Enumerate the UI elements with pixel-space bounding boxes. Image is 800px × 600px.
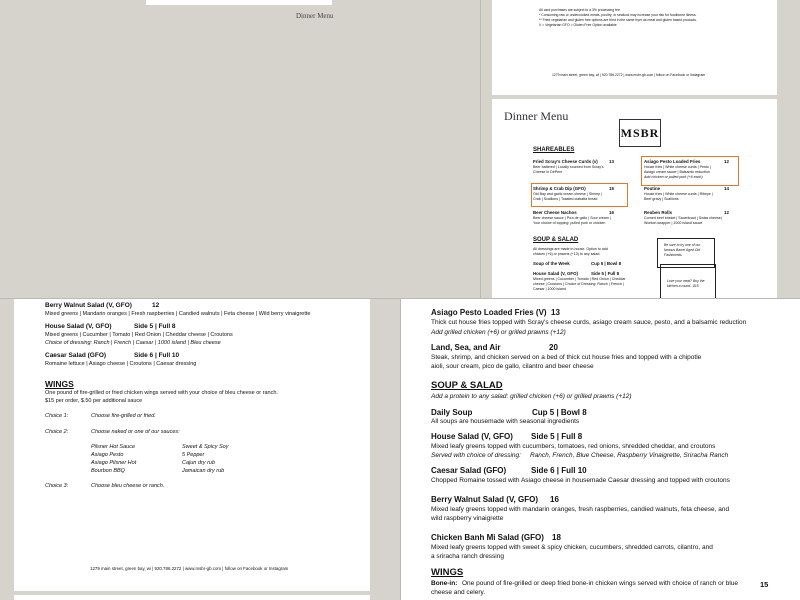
side-callout-box: Love your meal? Buy the kitchen a round...$15 xyxy=(660,264,716,298)
tile-top-right[interactable] xyxy=(481,0,800,298)
section-wings: WINGS xyxy=(431,567,464,578)
wings-desc: cheese and celery. xyxy=(431,589,486,596)
menu-item-name: House Salad (V, GFO) xyxy=(45,323,112,330)
tile-bottom-left[interactable] xyxy=(0,299,400,600)
menu-item-name: Land, Sea, and Air xyxy=(431,343,501,352)
menu-item-price: 12 xyxy=(724,210,729,215)
tile-separator xyxy=(480,0,481,299)
menu-item-dressing: Ranch, French, Blue Cheese, Raspberry Vinaigrette, Sriracha Ranch xyxy=(530,452,729,459)
menu-item-price: 18 xyxy=(552,533,561,542)
menu-item-price: 15 xyxy=(609,186,614,191)
menu-item-price: 13 xyxy=(551,308,560,317)
menu-item-name: Asiago Pesto Loaded Fries (V) xyxy=(431,308,547,317)
note-line: ** Fried vegetarian and gluten free options are fried in the same fryer as meat and gluten based products. xyxy=(539,18,697,22)
sauce-option: Cajun dry rub xyxy=(182,460,216,466)
choice-text: Choose naked or one of our sauces: xyxy=(91,429,180,435)
section-shareables: SHAREABLES xyxy=(533,147,575,153)
menu-item-desc: All soups are housemade with seasonal ingredients xyxy=(431,418,580,425)
menu-item-price: Side 5 | Full 8 xyxy=(134,323,176,330)
menu-item-name: Beer Cheese Nachos xyxy=(533,210,577,215)
menu-item-price: Cup 5 | Bowl 8 xyxy=(591,261,622,266)
menu-item-name: Asiago Pesto Loaded Fries xyxy=(644,159,701,164)
note-line: V = Vegetarian GFO = Gluten Free Option available xyxy=(539,23,617,27)
menu-item-name: Berry Walnut Salad (V, GFO) xyxy=(45,302,132,309)
menu-item-price: 20 xyxy=(549,343,558,352)
sauce-option: Asiago Pilsner Hot xyxy=(91,460,137,466)
menu-page-dinner xyxy=(492,99,777,298)
sauce-option: 5 Pepper xyxy=(182,452,205,458)
menu-item-price: Side 5 | Full 8 xyxy=(531,432,583,441)
menu-item-desc: Mixed greens | Cucumber | Tomato | Red Onion | Cheddar cheese | Croutons xyxy=(45,332,233,338)
menu-item-desc: aioli, sour cream, pico de gallo, cilantro and beer cheese xyxy=(431,363,594,370)
menu-item-name: Chicken Banh Mi Salad (GFO) xyxy=(431,533,544,542)
menu-item-desc: Thick cut house fries topped with Scray's cheese curds, asiago cream sauce, pesto, and a balsamic reduction xyxy=(431,319,747,326)
section-soup-salad: SOUP & SALAD xyxy=(533,237,579,243)
menu-item-name: Reuben Rolls xyxy=(644,210,673,215)
tile-separator xyxy=(0,298,800,299)
page-bottom-edge xyxy=(146,0,332,5)
menu-item-price: Side 6 | Full 10 xyxy=(531,466,587,475)
wings-price: 15 xyxy=(760,580,769,589)
menu-item-desc: Caesar | 1000 island xyxy=(533,287,566,291)
address-footer: 1279 main street, green bay, wi | 920.786.2272 | www.msbr-gb.com | follow on Facebook or Instagram xyxy=(90,566,289,571)
choice-label: Choice 1: xyxy=(45,413,69,419)
menu-item-name: House Salad (V, GFO) xyxy=(431,432,513,441)
menu-item-price: 14 xyxy=(724,186,729,191)
menu-item-desc: Asiago cream sauce | Balsamic reduction xyxy=(644,170,710,174)
tile-bottom-right[interactable] xyxy=(401,299,800,600)
note-line: * Consuming raw or undercooked meats, poultry, or seafood may increase your risk for foodborne illness. xyxy=(539,13,697,17)
wings-desc: One pound of fire-grilled or fried chicken wings served with your choice of bleu cheese or ranch. xyxy=(45,390,278,396)
address-footer: 1279 main street, green bay, wi | 920.786.2272 | www.msbr-gb.com | follow on Facebook or Instagram xyxy=(552,73,706,77)
sauce-option: Jamaican dry rub xyxy=(182,468,225,474)
menu-item-desc: House fries | White cheese curds | Pesto | xyxy=(644,165,711,169)
menu-item-price: 12 xyxy=(724,159,729,164)
menu-item-price: 13 xyxy=(609,159,614,164)
menu-item-price: Side 6 | Full 10 xyxy=(134,352,180,359)
choice-label: Choice 3: xyxy=(45,483,69,489)
menu-item-price: Side 5 | Full 8 xyxy=(591,271,620,276)
menu-item-desc: wild raspberry vinaigrette xyxy=(431,515,504,522)
menu-item-dressing-label: Served with choice of dressing: xyxy=(431,452,521,459)
menu-item-price: 12 xyxy=(152,302,160,309)
menu-item-desc: Wonton-wrapper | 1000 island sauce xyxy=(644,221,703,225)
menu-item-price: 16 xyxy=(609,210,614,215)
wings-desc: One pound of fire-grilled or deep fried bone-in chicken wings served with choice of ranch or blue xyxy=(462,580,739,587)
sauce-option: Asiago Pesto xyxy=(91,452,124,458)
menu-item-price: Cup 5 | Bowl 8 xyxy=(532,408,587,417)
menu-item-desc: Mixed leafy greens topped with cucumbers, tomatoes, red onions, shredded cheddar, and croutons xyxy=(431,443,716,450)
menu-item-name: Berry Walnut Salad (V, GFO) xyxy=(431,495,538,504)
menu-item-desc: Romaine lettuce | Asiago cheese | Croutons | Caesar dressing xyxy=(45,361,197,367)
menu-item-desc: Steak, shrimp, and chicken served on a bed of thick cut house fries and topped with a chipotle xyxy=(431,354,702,361)
sauce-option: Pilsner Hot Sauce xyxy=(91,444,136,450)
tile-top-left[interactable] xyxy=(0,0,480,298)
menu-item-desc: Cheese in DePere xyxy=(533,170,563,174)
soup-note: Add a protein to any salad: grilled chicken (+6) or grilled prawns (+12) xyxy=(431,393,632,400)
menu-item-name: House Salad (V, GFO) xyxy=(533,271,578,276)
menu-item-desc: Beer cheese sauce | Pico de gallo | Sour cream | xyxy=(533,216,611,220)
menu-page-upper xyxy=(492,0,777,95)
page-footer-label: Dinner Menu xyxy=(296,12,334,20)
choice-text: Choose fire-grilled or fried. xyxy=(91,413,156,419)
menu-item-desc: a sriracha ranch dressing xyxy=(431,553,504,560)
menu-page-salads-wings xyxy=(14,299,370,591)
menu-item-desc: Mixed leafy greens topped with sweet & spicy chicken, cucumbers, shredded carrots, cilantro, and xyxy=(431,544,713,551)
tile-separator xyxy=(400,299,401,600)
menu-item-desc: Mixed greens | Mandarin oranges | Fresh raspberries | Candied walnuts | Feta cheese | Wild berry vinaigrette xyxy=(45,311,311,317)
menu-item-name: Caesar Salad (GFO) xyxy=(431,466,507,475)
choice-text: Choose bleu cheese or ranch. xyxy=(91,483,165,489)
menu-item-price: 16 xyxy=(550,495,559,504)
note-line: All card purchases are subject to a 3% processing fee. xyxy=(539,8,621,12)
menu-item-desc: Beer battered | Locally sourced from Scray's xyxy=(533,165,604,169)
sauce-option: Sweet & Spicy Soy xyxy=(182,444,229,450)
menu-item-desc: Choice of dressing: Ranch | French | Caesar | 1000 island | Bleu cheese xyxy=(45,340,221,346)
section-soup-salad: SOUP & SALAD xyxy=(431,380,503,391)
menu-item-desc: cheese | Croutons | Choice of Dressing: Ranch | French | xyxy=(533,282,624,286)
section-wings: WINGS xyxy=(45,379,74,389)
menu-item-desc: Add chicken or pulled pork (+6 each) xyxy=(644,175,703,179)
menu-item-add: Add grilled chicken (+6) or grilled prawns (+12) xyxy=(431,329,566,336)
menu-item-name: Shrimp & Crab Dip (GFO) xyxy=(533,186,586,191)
msbr-logo: MSBR xyxy=(619,119,661,147)
menu-item-desc: Mixed greens | Cucumber | Tomato | Red Onion | Cheddar xyxy=(533,277,626,281)
wings-bone-in-label: Bone-in: xyxy=(431,580,458,587)
menu-item-desc: House fries | White cheese curds | Ribeye | xyxy=(644,192,713,196)
next-page-top xyxy=(14,595,370,600)
soup-note: chicken (+6) or prawns (+10) to any salad. xyxy=(533,252,601,256)
sauce-option: Bourbon BBQ xyxy=(91,468,125,474)
wings-desc: $15 per order, $.50 per additional sauce xyxy=(45,398,143,404)
menu-item-desc: Corned beef brisket | Sauerkraut | Swiss cheese| xyxy=(644,216,722,220)
side-callout-box: Be sure to try one of our famous Barrel Aged Old Fashioneds. xyxy=(657,238,715,268)
soup-note: All dressings are made in-house. Option to add xyxy=(533,247,608,251)
menu-item-desc: Old Bay and garlic cream cheese | Shrimp | xyxy=(533,192,603,196)
menu-item-desc: Crab | Scallions | Toasted ciabatta bread xyxy=(533,197,598,201)
menu-item-desc: Mixed leafy greens topped with mandarin oranges, fresh raspberries, candied walnuts, feta cheese, and xyxy=(431,506,730,513)
choice-label: Choice 2: xyxy=(45,429,69,435)
menu-item-name: Daily Soup xyxy=(431,408,473,417)
menu-item-name: Soup of the Week xyxy=(533,261,570,266)
menu-item-desc: Beef gravy | Scallions xyxy=(644,197,679,201)
menu-title: Dinner Menu xyxy=(504,109,569,123)
menu-item-name: Fried Scray's Cheese Curds (v) xyxy=(533,159,598,164)
menu-item-desc: Chopped Romaine tossed with Asiago cheese in housemade Caesar dressing and topped with croutons xyxy=(431,477,730,484)
menu-item-name: Poutine xyxy=(644,186,661,191)
menu-item-name: Caesar Salad (GFO) xyxy=(45,352,107,359)
menu-item-desc: Your choice of topping: pulled pork or chicken xyxy=(533,221,606,225)
